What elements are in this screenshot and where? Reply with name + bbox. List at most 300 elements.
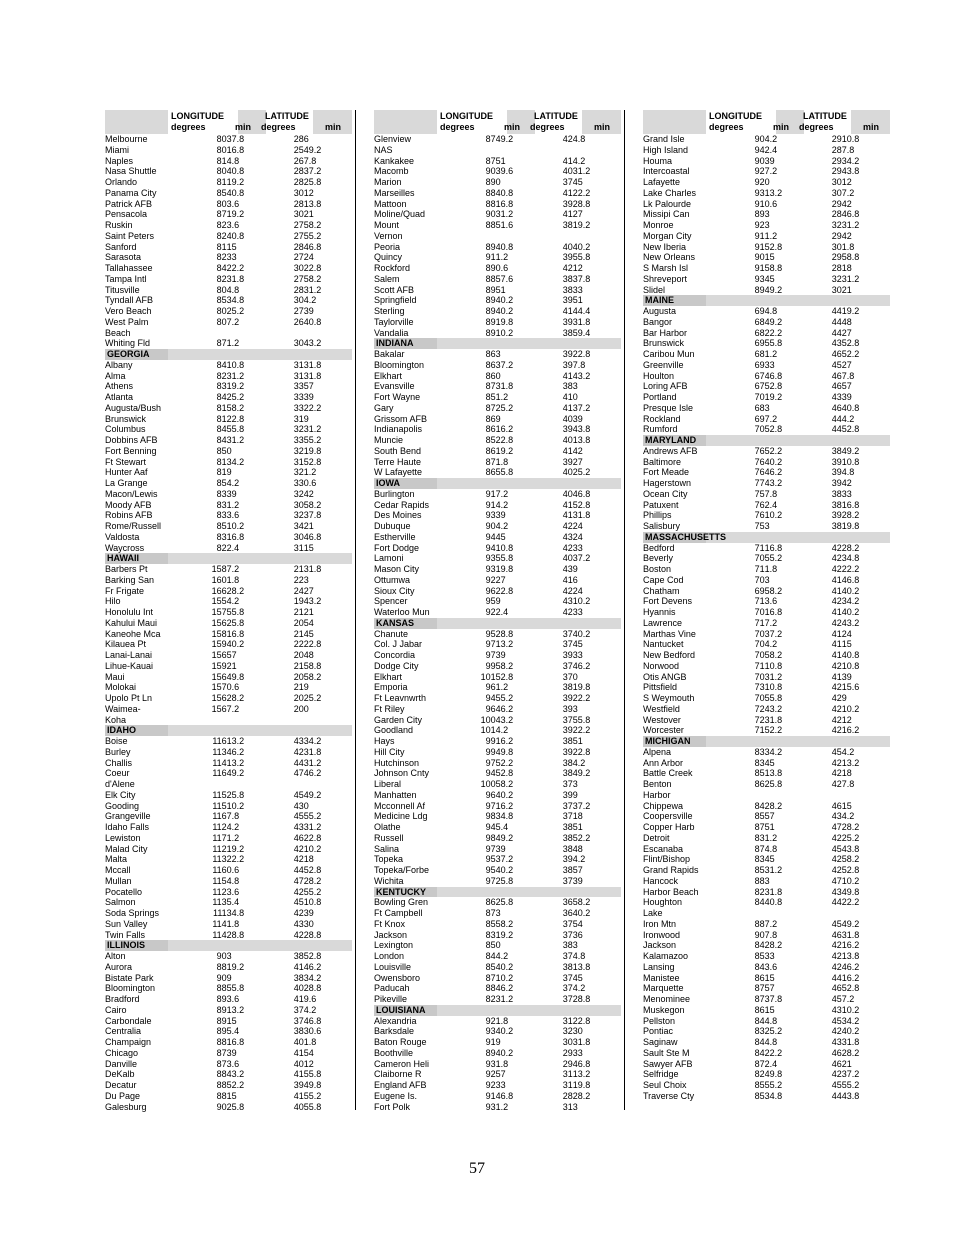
latitude-minutes: 7.8 bbox=[841, 370, 855, 381]
latitude-degrees: 37 bbox=[562, 639, 573, 650]
longitude-minutes: 7.2 bbox=[764, 166, 778, 177]
longitude-minutes: 7.8 bbox=[764, 929, 778, 940]
longitude-minutes: 34.2 bbox=[226, 456, 245, 467]
station-row bbox=[374, 306, 621, 317]
longitude-minutes: 2.4 bbox=[226, 542, 240, 553]
station-name: Beach bbox=[105, 327, 131, 338]
latitude-minutes: 7.2 bbox=[841, 994, 855, 1004]
station-name: Terre Haute bbox=[374, 456, 422, 467]
latitude-degrees: 29 bbox=[831, 230, 842, 241]
longitude-degrees: 90 bbox=[216, 1101, 227, 1112]
station-name: Saint Peters bbox=[105, 230, 155, 241]
latitude-minutes: 22.8 bbox=[303, 832, 322, 843]
station-row bbox=[643, 188, 890, 199]
station-name: New Iberia bbox=[643, 241, 687, 252]
latitude-degrees: 40 bbox=[293, 1037, 304, 1047]
longitude-minutes: 34.8 bbox=[495, 811, 514, 822]
min-header: min bbox=[773, 122, 790, 132]
station-row bbox=[643, 661, 890, 672]
longitude-degrees bbox=[447, 231, 495, 242]
latitude-minutes: 22.8 bbox=[572, 746, 591, 757]
station-name: Garden City bbox=[374, 714, 423, 725]
latitude-degrees: 40 bbox=[293, 1101, 304, 1112]
latitude-degrees: 39 bbox=[562, 725, 573, 736]
station-name: Patuxent bbox=[643, 499, 679, 510]
longitude-minutes: 3.6 bbox=[226, 198, 240, 209]
station-row bbox=[105, 1102, 352, 1113]
latitude-minutes: 15 bbox=[841, 639, 852, 650]
station-row bbox=[643, 263, 890, 274]
latitude-degrees bbox=[268, 715, 304, 726]
longitude-minutes: 55.8 bbox=[226, 607, 245, 617]
latitude-degrees: 44 bbox=[831, 424, 842, 435]
longitude-degrees: 87 bbox=[754, 994, 765, 1004]
longitude-minutes: 7.8 bbox=[226, 811, 240, 822]
latitude-minutes: 31.8 bbox=[303, 746, 322, 757]
longitude-degrees: 84 bbox=[216, 392, 227, 402]
station-row bbox=[105, 317, 352, 328]
min-header: min bbox=[504, 122, 521, 132]
longitude-minutes: 55.8 bbox=[226, 983, 245, 994]
longitude-minutes: 19.2 bbox=[764, 392, 783, 402]
station-name: Sawyer AFB bbox=[643, 1058, 693, 1069]
station-row bbox=[105, 252, 352, 263]
longitude-degrees: 89 bbox=[485, 263, 496, 273]
latitude-minutes bbox=[304, 715, 352, 726]
station-row bbox=[643, 392, 890, 403]
longitude-degrees: 95 bbox=[485, 596, 496, 607]
station-row bbox=[374, 414, 621, 425]
longitude-minutes: 4.8 bbox=[226, 284, 240, 295]
latitude-minutes: 4.2 bbox=[841, 811, 855, 822]
latitude-minutes: 52.2 bbox=[841, 349, 860, 359]
station-name: Mccall bbox=[105, 865, 131, 875]
table-column-3 bbox=[643, 110, 890, 1102]
station-row bbox=[105, 209, 352, 220]
station-row bbox=[643, 414, 890, 425]
column-divider bbox=[624, 110, 625, 1110]
latitude-degrees: 45 bbox=[831, 1080, 842, 1090]
station-row bbox=[105, 242, 352, 253]
station-name: Grissom AFB bbox=[374, 413, 428, 424]
station-name: Bloomington bbox=[374, 359, 425, 370]
longitude-minutes: 3.6 bbox=[764, 596, 778, 607]
station-name: Coeur bbox=[105, 768, 130, 779]
station-name: Dubuque bbox=[374, 521, 411, 531]
latitude-minutes: 15 bbox=[841, 800, 852, 811]
station-row bbox=[105, 822, 352, 833]
latitude-degrees: 30 bbox=[293, 295, 304, 306]
latitude-degrees: 44 bbox=[831, 413, 842, 424]
longitude-minutes: 16.8 bbox=[495, 198, 514, 209]
station-row bbox=[374, 908, 621, 919]
latitude-minutes: 3 bbox=[572, 703, 578, 714]
latitude-degrees: 37 bbox=[293, 1004, 304, 1015]
latitude-minutes: 21 bbox=[841, 284, 852, 295]
longitude-degrees: 116 bbox=[212, 768, 227, 779]
longitude-minutes: 3.6 bbox=[226, 994, 240, 1004]
station-name: Otis ANGB bbox=[643, 671, 687, 682]
latitude-degrees: 31 bbox=[293, 359, 304, 370]
latitude-degrees: 39 bbox=[293, 1080, 304, 1090]
longitude-degrees: 88 bbox=[216, 1080, 227, 1090]
latitude-degrees: 42 bbox=[562, 607, 573, 617]
latitude-minutes: 57 bbox=[572, 865, 583, 875]
latitude-degrees: 29 bbox=[831, 134, 842, 144]
station-row bbox=[374, 661, 621, 672]
latitude-minutes: 37.2 bbox=[572, 800, 591, 811]
longitude-minutes: 57 bbox=[764, 811, 775, 822]
station-name: Fort Devens bbox=[643, 596, 693, 607]
longitude-minutes: 31.2 bbox=[226, 370, 245, 381]
latitude-minutes: 13.8 bbox=[572, 435, 591, 445]
station-name: Manhatten bbox=[374, 789, 417, 800]
latitude-degrees: 42 bbox=[831, 660, 842, 671]
longitude-minutes: 3 bbox=[764, 402, 770, 413]
state-name: INDIANA bbox=[374, 338, 621, 349]
longitude-degrees: 90 bbox=[754, 155, 765, 166]
latitude-degrees: 43 bbox=[831, 886, 842, 897]
longitude-degrees: 85 bbox=[485, 918, 496, 929]
longitude-degrees: 89 bbox=[485, 1047, 496, 1058]
station-name: Brunswick bbox=[105, 413, 147, 424]
longitude-minutes: 31.2 bbox=[764, 865, 783, 875]
longitude-degrees: 67 bbox=[754, 370, 765, 381]
longitude-degrees: 158 bbox=[211, 564, 227, 574]
latitude-degrees: 39 bbox=[831, 456, 842, 467]
latitude-degrees: 38 bbox=[562, 682, 573, 693]
degrees-header: degrees bbox=[261, 122, 296, 132]
longitude-degrees: 69 bbox=[754, 585, 765, 596]
longitude-degrees: 82 bbox=[485, 994, 496, 1004]
station-name: Kahului Maui bbox=[105, 617, 158, 628]
station-name: Pellston bbox=[643, 1015, 676, 1026]
station-row bbox=[374, 897, 621, 908]
station-row bbox=[105, 381, 352, 392]
station-row bbox=[643, 908, 890, 919]
longitude-degrees: 91 bbox=[754, 241, 765, 252]
latitude-degrees: 44 bbox=[293, 757, 304, 768]
longitude-degrees: 93 bbox=[485, 553, 496, 564]
latitude-minutes: 28.2 bbox=[841, 1047, 860, 1058]
latitude-degrees: 44 bbox=[831, 972, 842, 983]
station-row bbox=[105, 682, 352, 693]
longitude-degrees: 99 bbox=[485, 660, 496, 671]
longitude-degrees: 85 bbox=[216, 295, 227, 306]
latitude-minutes: 46.8 bbox=[303, 531, 322, 542]
station-name: Fort Meade bbox=[643, 467, 690, 478]
station-row bbox=[643, 865, 890, 876]
longitude-degrees: 80 bbox=[216, 284, 227, 295]
station-name: Honolulu Int bbox=[105, 607, 154, 617]
station-row bbox=[643, 478, 890, 489]
station-name: Dobbins AFB bbox=[105, 435, 158, 445]
station-row bbox=[643, 715, 890, 726]
station-row bbox=[374, 166, 621, 177]
latitude-minutes bbox=[304, 779, 352, 790]
station-name: Emporia bbox=[374, 682, 408, 693]
latitude-degrees: 20 bbox=[293, 703, 304, 714]
longitude-minutes: 55.8 bbox=[495, 467, 514, 478]
latitude-minutes: 33 bbox=[572, 284, 583, 295]
latitude-minutes: 4.2 bbox=[572, 983, 586, 994]
station-name: Ft Stewart bbox=[105, 456, 147, 467]
latitude-minutes: 9 bbox=[841, 693, 847, 703]
station-row bbox=[374, 822, 621, 833]
longitude-degrees: 93 bbox=[485, 1058, 496, 1069]
state-header-row bbox=[374, 1005, 621, 1016]
station-name: Bistate Park bbox=[105, 972, 154, 983]
station-name: Grand Isle bbox=[643, 134, 685, 144]
longitude-degrees: 70 bbox=[754, 639, 765, 650]
longitude-degrees: 88 bbox=[485, 983, 496, 994]
longitude-degrees: 71 bbox=[754, 725, 765, 736]
state-header-row bbox=[643, 736, 890, 747]
latitude-degrees: 41 bbox=[831, 650, 842, 660]
longitude-minutes: 55.8 bbox=[226, 424, 245, 435]
station-name: Gary bbox=[374, 402, 394, 413]
latitude-minutes: 34.2 bbox=[841, 155, 860, 166]
station-row bbox=[643, 424, 890, 435]
latitude-degrees: 42 bbox=[831, 553, 842, 564]
station-name: Galesburg bbox=[105, 1101, 147, 1112]
longitude-minutes: 31.8 bbox=[226, 273, 245, 284]
latitude-degrees: 41 bbox=[562, 510, 573, 521]
station-row bbox=[374, 543, 621, 554]
latitude-degrees: 19 bbox=[293, 596, 304, 607]
longitude-degrees: 100 bbox=[480, 714, 496, 725]
station-row bbox=[374, 801, 621, 812]
station-row bbox=[643, 231, 890, 242]
station-row bbox=[374, 1091, 621, 1102]
latitude-minutes: 7.8 bbox=[303, 155, 317, 166]
station-name: Moline/Quad bbox=[374, 209, 426, 220]
latitude-degrees: 42 bbox=[562, 263, 573, 273]
longitude-degrees: 68 bbox=[754, 316, 765, 327]
latitude-degrees: 30 bbox=[831, 241, 842, 252]
longitude-degrees: 84 bbox=[485, 951, 496, 961]
station-name: Estherville bbox=[374, 531, 416, 542]
station-row bbox=[374, 489, 621, 500]
latitude-degrees: 41 bbox=[562, 187, 573, 198]
longitude-degrees: 94 bbox=[485, 542, 496, 553]
station-name: Greenville bbox=[643, 359, 684, 370]
station-row bbox=[105, 650, 352, 661]
longitude-degrees: 89 bbox=[754, 209, 765, 220]
latitude-minutes: 27 bbox=[572, 209, 583, 220]
longitude-minutes: 4.8 bbox=[226, 875, 240, 886]
latitude-degrees: 37 bbox=[562, 875, 573, 886]
latitude-minutes: 18 bbox=[841, 263, 852, 273]
station-name: Boston bbox=[643, 564, 672, 574]
latitude-minutes: 49.8 bbox=[303, 1080, 322, 1090]
latitude-minutes: 19.2 bbox=[841, 306, 860, 316]
station-name: England AFB bbox=[374, 1080, 427, 1090]
station-name: Carbondale bbox=[105, 1015, 152, 1026]
station-name: Battle Creek bbox=[643, 768, 693, 779]
station-name: W Lafayette bbox=[374, 467, 423, 478]
longitude-degrees: 85 bbox=[216, 187, 227, 198]
longitude-degrees: 80 bbox=[216, 144, 227, 155]
station-name: Koha bbox=[105, 714, 127, 725]
station-row bbox=[643, 306, 890, 317]
station-row bbox=[643, 521, 890, 532]
longitude-degrees: 84 bbox=[216, 424, 227, 435]
latitude-degrees: 21 bbox=[293, 607, 304, 617]
station-row bbox=[105, 704, 352, 715]
station-name: Rumford bbox=[643, 424, 678, 435]
station-row bbox=[374, 704, 621, 715]
station-name: Mason City bbox=[374, 564, 420, 574]
station-name: Lanai-Lanai bbox=[105, 650, 153, 660]
latitude-degrees: 41 bbox=[293, 1047, 304, 1058]
station-row bbox=[643, 220, 890, 231]
longitude-degrees: 83 bbox=[754, 832, 765, 843]
longitude-minutes: 1.8 bbox=[226, 918, 240, 929]
station-name: Ocean City bbox=[643, 488, 688, 499]
station-row bbox=[643, 446, 890, 457]
latitude-minutes: 27 bbox=[841, 327, 852, 338]
station-name: Marquette bbox=[643, 983, 684, 994]
longitude-degrees: 157 bbox=[211, 607, 227, 617]
latitude-degrees: 41 bbox=[562, 209, 573, 220]
longitude-minutes: 7.2 bbox=[226, 703, 240, 714]
longitude-minutes: 3 bbox=[764, 875, 770, 886]
latitude-degrees: 22 bbox=[293, 639, 304, 650]
latitude-degrees: 39 bbox=[562, 854, 573, 865]
latitude-minutes: 21 bbox=[303, 521, 314, 531]
state-name: HAWAII bbox=[105, 553, 352, 564]
latitude-minutes: 39 bbox=[572, 413, 583, 424]
station-name: Atlanta bbox=[105, 392, 134, 402]
station-row bbox=[105, 983, 352, 994]
latitude-degrees: 43 bbox=[562, 564, 573, 574]
longitude-minutes: 25.2 bbox=[764, 1026, 783, 1037]
latitude-minutes: 25.2 bbox=[303, 693, 322, 703]
longitude-degrees: 86 bbox=[754, 972, 765, 983]
state-header-row bbox=[643, 532, 890, 543]
station-name: Bar Harbor bbox=[643, 327, 688, 338]
degrees-header: degrees bbox=[530, 122, 565, 132]
latitude-minutes: 43.2 bbox=[303, 596, 322, 607]
longitude-degrees: 88 bbox=[216, 983, 227, 994]
station-name: Rockford bbox=[374, 263, 411, 273]
longitude-minutes: 5.4 bbox=[226, 1026, 240, 1037]
latitude-minutes: 58.8 bbox=[303, 660, 322, 671]
station-name: Mount bbox=[374, 220, 400, 230]
station-row bbox=[105, 661, 352, 672]
longitude-minutes: 13.2 bbox=[764, 187, 783, 198]
latitude-degrees: 41 bbox=[562, 392, 573, 402]
latitude-minutes: 37.2 bbox=[841, 1069, 860, 1080]
latitude-degrees: 32 bbox=[293, 510, 304, 521]
longitude-degrees: 86 bbox=[754, 1004, 765, 1015]
latitude-minutes: 45 bbox=[572, 639, 583, 650]
station-name: Hunter Aaf bbox=[105, 467, 148, 478]
latitude-degrees: 40 bbox=[562, 413, 573, 424]
latitude-minutes: 3 bbox=[572, 940, 578, 951]
latitude-minutes: 42 bbox=[841, 198, 852, 209]
latitude-degrees: 44 bbox=[831, 306, 842, 316]
latitude-minutes bbox=[573, 145, 621, 156]
longitude-minutes: 3 bbox=[495, 349, 501, 359]
longitude-degrees: 95 bbox=[485, 865, 496, 875]
station-name: Beverly bbox=[643, 553, 674, 564]
longitude-degrees: 88 bbox=[485, 198, 496, 209]
station-name: Kaneohe Mca bbox=[105, 628, 161, 639]
station-name: Sterling bbox=[374, 306, 405, 316]
station-row bbox=[643, 951, 890, 962]
latitude-degrees: 32 bbox=[293, 445, 304, 456]
station-row bbox=[105, 338, 352, 349]
station-name: Vandalia bbox=[374, 327, 409, 338]
latitude-degrees: 38 bbox=[562, 220, 573, 230]
longitude-degrees: 159 bbox=[211, 639, 227, 650]
latitude-minutes: 27 bbox=[303, 585, 314, 596]
station-row bbox=[374, 134, 621, 145]
longitude-minutes: 16.2 bbox=[495, 736, 514, 746]
station-row bbox=[105, 500, 352, 511]
latitude-minutes: 51 bbox=[572, 295, 583, 306]
longitude-minutes: 0 bbox=[495, 940, 501, 951]
longitude-minutes: 4.2 bbox=[495, 499, 509, 510]
longitude-minutes: 10.8 bbox=[226, 359, 245, 370]
station-row bbox=[643, 758, 890, 769]
station-row bbox=[643, 338, 890, 349]
latitude-degrees: 42 bbox=[831, 768, 842, 779]
station-row bbox=[374, 725, 621, 736]
longitude-minutes: 40.2 bbox=[226, 639, 245, 650]
station-row bbox=[105, 1016, 352, 1027]
longitude-minutes bbox=[227, 328, 268, 339]
longitude-minutes: 57 bbox=[495, 1069, 506, 1080]
longitude-degrees: 70 bbox=[754, 628, 765, 639]
latitude-minutes: 24 bbox=[572, 531, 583, 542]
latitude-degrees: 45 bbox=[831, 843, 842, 854]
station-name: Ann Arbor bbox=[643, 757, 684, 768]
longitude-degrees: 83 bbox=[754, 757, 765, 768]
latitude-minutes: 58.2 bbox=[572, 897, 591, 908]
latitude-degrees: 38 bbox=[293, 972, 304, 983]
station-row bbox=[643, 822, 890, 833]
latitude-degrees: 40 bbox=[562, 435, 573, 445]
longitude-degrees: 83 bbox=[754, 854, 765, 865]
longitude-degrees: 85 bbox=[754, 951, 765, 961]
station-row bbox=[105, 790, 352, 801]
longitude-minutes: 58.2 bbox=[495, 779, 514, 789]
longitude-degrees: 69 bbox=[754, 306, 765, 316]
longitude-degrees: 90 bbox=[485, 166, 496, 177]
station-name: Marthas Vine bbox=[643, 628, 696, 639]
latitude-degrees: 20 bbox=[293, 671, 304, 682]
latitude-degrees bbox=[806, 908, 842, 919]
station-name: Burley bbox=[105, 746, 131, 757]
longitude-minutes: 0.6 bbox=[495, 263, 509, 273]
station-row bbox=[643, 887, 890, 898]
station-row bbox=[643, 199, 890, 210]
longitude-degrees: 156 bbox=[211, 617, 227, 628]
longitude-degrees: 116 bbox=[212, 865, 227, 875]
station-row bbox=[374, 209, 621, 220]
station-name: Athens bbox=[105, 381, 134, 392]
latitude-degrees: 33 bbox=[293, 435, 304, 445]
station-name: Idaho Falls bbox=[105, 822, 150, 832]
station-row bbox=[643, 543, 890, 554]
station-name: Grand Rapids bbox=[643, 865, 699, 875]
latitude-minutes: 40.2 bbox=[572, 241, 591, 252]
station-row bbox=[374, 994, 621, 1005]
station-row bbox=[374, 564, 621, 575]
